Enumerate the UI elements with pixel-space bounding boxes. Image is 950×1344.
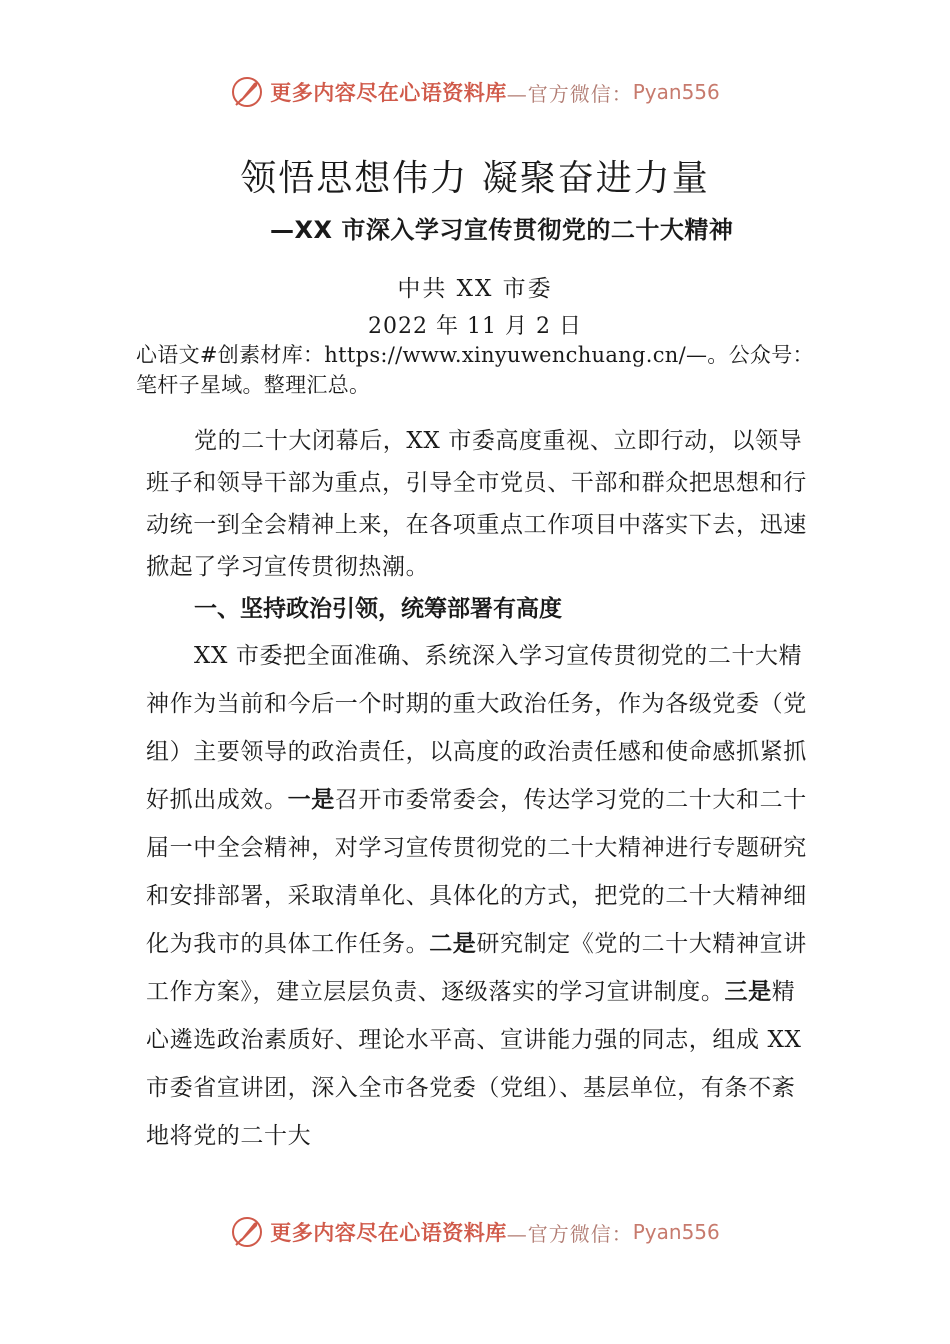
document-title: 领悟思想伟力 凝聚奋进力量 (240, 158, 710, 199)
feather-pen-logo-icon (230, 1215, 264, 1249)
paragraph-text: 召开市委常委会，传达学习党的二十大和二十届一中全会精神，对学习宣传贯彻党的二十大精神进行专题研究和安排部署，采取清单化、具体化的方式，把党的二十大精神细化为我市的具体工作任务。 (146, 787, 807, 957)
watermark-separator-text: —官方微信： (506, 81, 633, 106)
source-note: 心语文#创素材库：https://www.xinyuwenchuang.cn/—。公众号：笔杆子星域。整理汇总。 (136, 343, 814, 397)
intro-paragraph: 党的二十大闭幕后，XX 市委高度重视、立即行动，以领导班子和领导干部为重点，引导全市党员、干部和群众把思想和行动统一到全会精神上来，在各项重点工作项目中落实下去，迅速掀起了学习宣传贯彻热潮。 (146, 428, 807, 580)
document-subtitle: —XX 市深入学习宣传贯彻党的二十大精神 (270, 216, 734, 244)
watermark-brand-text: 更多内容尽在心语资料库 (270, 1220, 507, 1245)
section-1-paragraph (146, 632, 811, 1160)
watermark-separator-text: —官方微信： (506, 1221, 633, 1246)
watermark-banner-bottom (0, 1212, 950, 1252)
feather-pen-logo-icon (230, 75, 264, 109)
document-author: 中共 XX 市委 (397, 276, 553, 302)
watermark-wechat-id: Pyan556 (632, 1220, 720, 1244)
paragraph-text: 精心遴选政治素质好、理论水平高、宣讲能力强的同志，组成 XX 市委省宣讲团，深入全市各党委（党组）、基层单位，有条不紊地将党的二十大 (146, 979, 802, 1149)
keyword-third: 三是 (724, 979, 772, 1005)
keyword-first: 一是 (287, 787, 335, 813)
paragraph-text: 研究制定《党的二十大精神宣讲工作方案》，建立层层负责、逐级落实的学习宣讲制度。 (146, 931, 807, 1005)
section-heading-1: 一、坚持政治引领，统筹部署有高度 (194, 596, 562, 622)
watermark-banner-top (0, 72, 950, 112)
document-date: 2022 年 11 月 2 日 (368, 314, 582, 339)
watermark-wechat-id: Pyan556 (632, 80, 720, 104)
paragraph-text: XX 市委把全面准确、系统深入学习宣传贯彻党的二十大精神作为当前和今后一个时期的重大政治任务，作为各级党委（党组）主要领导的政治责任，以高度的政治责任感和使命感抓紧抓好抓出成效。 (146, 643, 807, 813)
watermark-brand-text: 更多内容尽在心语资料库 (270, 80, 507, 105)
keyword-second: 二是 (429, 931, 477, 957)
